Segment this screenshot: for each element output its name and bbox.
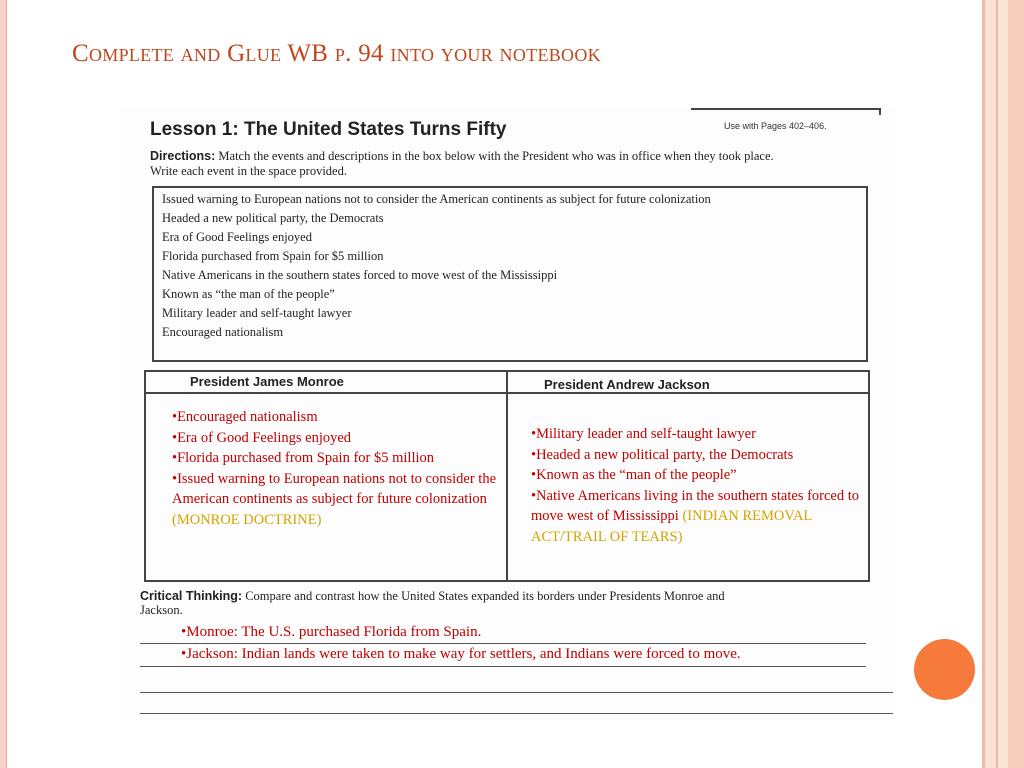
monroe-header: President James Monroe [190,374,344,389]
critical-thinking-label: Critical Thinking: [140,589,243,603]
slide-left-border-line [6,0,7,768]
lesson-title: Lesson 1: The United States Turns Fifty [150,119,507,140]
answer-line [140,666,866,667]
event-item: Encouraged nationalism [162,325,284,339]
directions-text: Match the events and descriptions in the box below with the President who was in office when they took place. Write each event in the space provided. [150,149,774,178]
worksheet-corner-edge [691,108,881,115]
answer-item: •Era of Good Feelings enjoyed [172,429,352,446]
event-item: Issued warning to European nations not to consider the American continents as subject for future colonization [162,192,711,206]
critical-thinking-answers [181,622,861,665]
event-item: Era of Good Feelings enjoyed [162,230,312,244]
indian-removal-note: (INDIAN REMOVAL ACT/TRAIL OF TEARS) [531,508,812,545]
event-item: Florida purchased from Spain for $5 million [162,249,384,263]
answer-line [140,692,893,693]
answer-item [531,486,863,548]
answer-text: •Issued warning to European nations not to consider the American continents as subject for future colonization [172,470,497,507]
event-list [162,192,862,344]
monroe-answers [172,407,502,530]
event-item: Headed a new political party, the Democrats [162,211,384,225]
president-table-header-rule [146,392,868,394]
directions [150,149,790,179]
monroe-doctrine-note: (MONROE DOCTRINE) [172,511,322,528]
answer-item: •Encouraged nationalism [172,409,318,425]
answer-text: •Native Americans living in the southern states forced to move west of Mississippi [531,487,860,524]
event-item: Native Americans in the southern states forced to move west of the Mississippi [162,268,558,282]
critical-thinking-text: Compare and contrast how the United States expanded its borders under Presidents Monroe and Jackson. [140,589,725,617]
answer-item: •Monroe: The U.S. purchased Florida from Spain. [181,624,482,640]
jackson-answers [531,424,863,547]
directions-label: Directions: [150,149,216,163]
slide-right-border [982,0,1024,768]
answer-line [140,713,893,714]
answer-item [172,469,502,531]
critical-thinking [140,589,760,617]
answer-item: •Jackson: Indian lands were taken to make way for settlers, and Indians were forced to move. [181,645,741,662]
event-item: Known as “the man of the people” [162,287,335,301]
president-table-divider [506,372,508,582]
orange-circle-decoration [914,639,975,700]
jackson-header: President Andrew Jackson [544,377,710,392]
event-item: Military leader and self-taught lawyer [162,306,352,320]
slide-title: Complete and Glue WB p. 94 into your notebook [72,40,601,67]
answer-item: •Headed a new political party, the Democrats [531,446,794,463]
answer-item: •Florida purchased from Spain for $5 million [172,450,435,466]
answer-item: •Known as the “man of the people” [531,467,737,483]
use-pages-note: Use with Pages 402–406. [724,121,827,131]
answer-item: •Military leader and self-taught lawyer [531,426,756,442]
